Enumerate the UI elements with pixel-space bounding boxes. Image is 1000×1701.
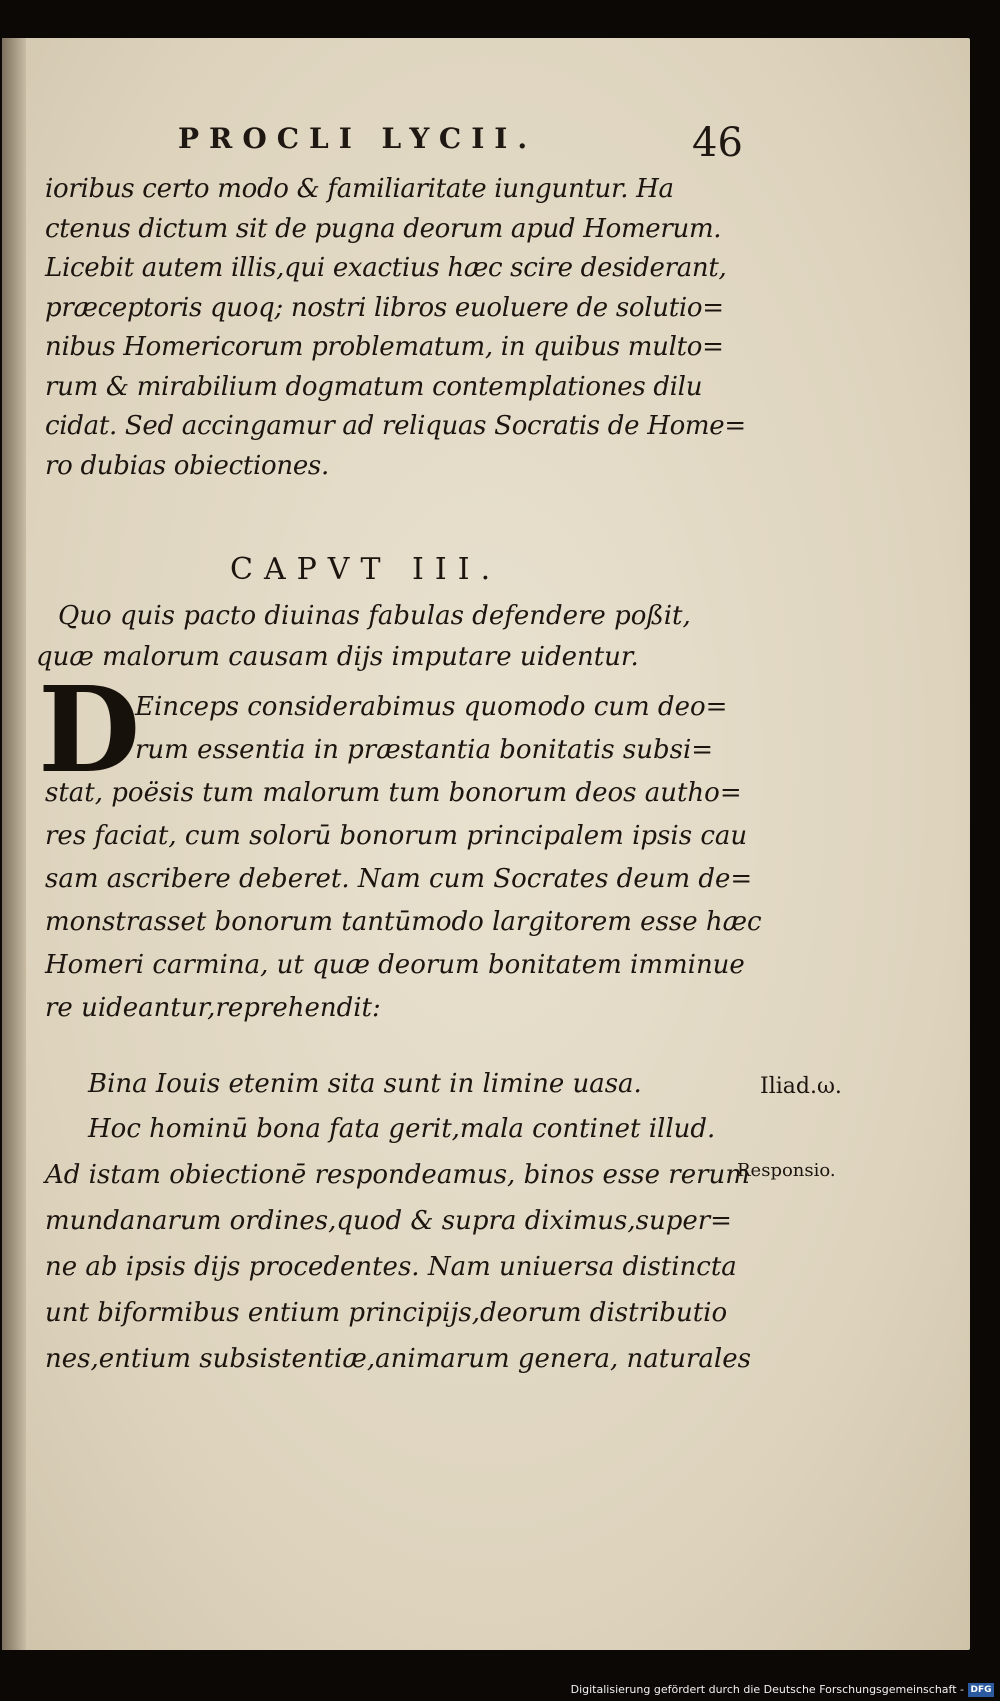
footer-credit: Digitalisierung gefördert durch die Deutsche Forschungsgemeinschaft - [570,1683,964,1696]
dfg-logo: DFG [968,1683,994,1697]
text-line: præceptoris quoq; nostri libros euoluere de solutio= [45,292,724,323]
paragraph-1 [45,170,745,486]
text-line: ctenus dictum sit de pugna deorum apud Homerum. [45,213,722,244]
footer-bar [0,1680,1000,1701]
marginal-note-iliad: Iliad.ω. [760,1074,842,1099]
page-number: 46 [692,120,743,166]
running-head: PROCLI LYCII. [178,122,538,155]
chapter-subtitle [36,596,691,678]
text-line: ro dubias obiectiones. [45,450,329,481]
text-line: cidat. Sed accingamur ad reliquas Socratis de Home= [45,411,746,441]
text-line: nes,entium subsistentiæ,animarum genera, naturales [45,1344,751,1374]
text-line: re uideantur,reprehendit: [45,993,381,1023]
text-line: Licebit autem illis,qui exactius hæc scire desiderant, [45,253,727,283]
text-line: Homeri carmina, ut quæ deorum bonitatem imminue [45,950,745,980]
text-line: ioribus certo modo & familiaritate iunguntur. Ha [45,174,674,204]
paragraph-3 [45,1152,751,1382]
text-line: rum & mirabilium dogmatum contemplationes dilu [45,371,703,402]
text-line: mundanarum ordines,quod & supra diximus,super= [45,1206,732,1236]
text-line: ne ab ipsis dijs procedentes. Nam uniuersa distincta [45,1252,737,1282]
verse-line: Hoc hominū bona fata gerit,mala continet illud. [88,1114,716,1144]
drop-cap: D [38,660,141,799]
text-line: Ad istam obiectionē respondeamus, binos esse rerum [45,1160,750,1190]
marginal-note-responsio: Responsio. [737,1160,836,1181]
text-line: Einceps considerabimus quomodo cum deo= [135,692,728,722]
page-gutter [2,38,26,1650]
text-line: sam ascribere deberet. Nam cum Socrates deum de= [45,864,753,894]
text-line: monstrasset bonorum tantūmodo largitorem esse hæc [45,907,762,937]
subtitle-line: quæ malorum causam dijs imputare uidentur. [36,642,639,672]
subtitle-line: Quo quis pacto diuinas fabulas defendere poßit, [58,601,691,631]
text-line: stat, poësis tum malorum tum bonorum deos autho= [45,778,742,808]
paragraph-2 [45,686,762,1030]
text-line: unt biformibus entium principijs,deorum distributio [45,1298,728,1328]
chapter-heading: CAPVT III. [230,552,502,587]
verse-quote [88,1062,715,1152]
running-head-container [178,122,537,155]
text-line: rum essentia in præstantia bonitatis subsi= [135,735,714,765]
text-line: res faciat, cum solorū bonorum principalem ipsis cau [45,821,748,851]
text-line: nibus Homericorum problematum, in quibus multo= [45,332,724,362]
verse-line: Bina Iouis etenim sita sunt in limine uasa. [88,1069,642,1099]
